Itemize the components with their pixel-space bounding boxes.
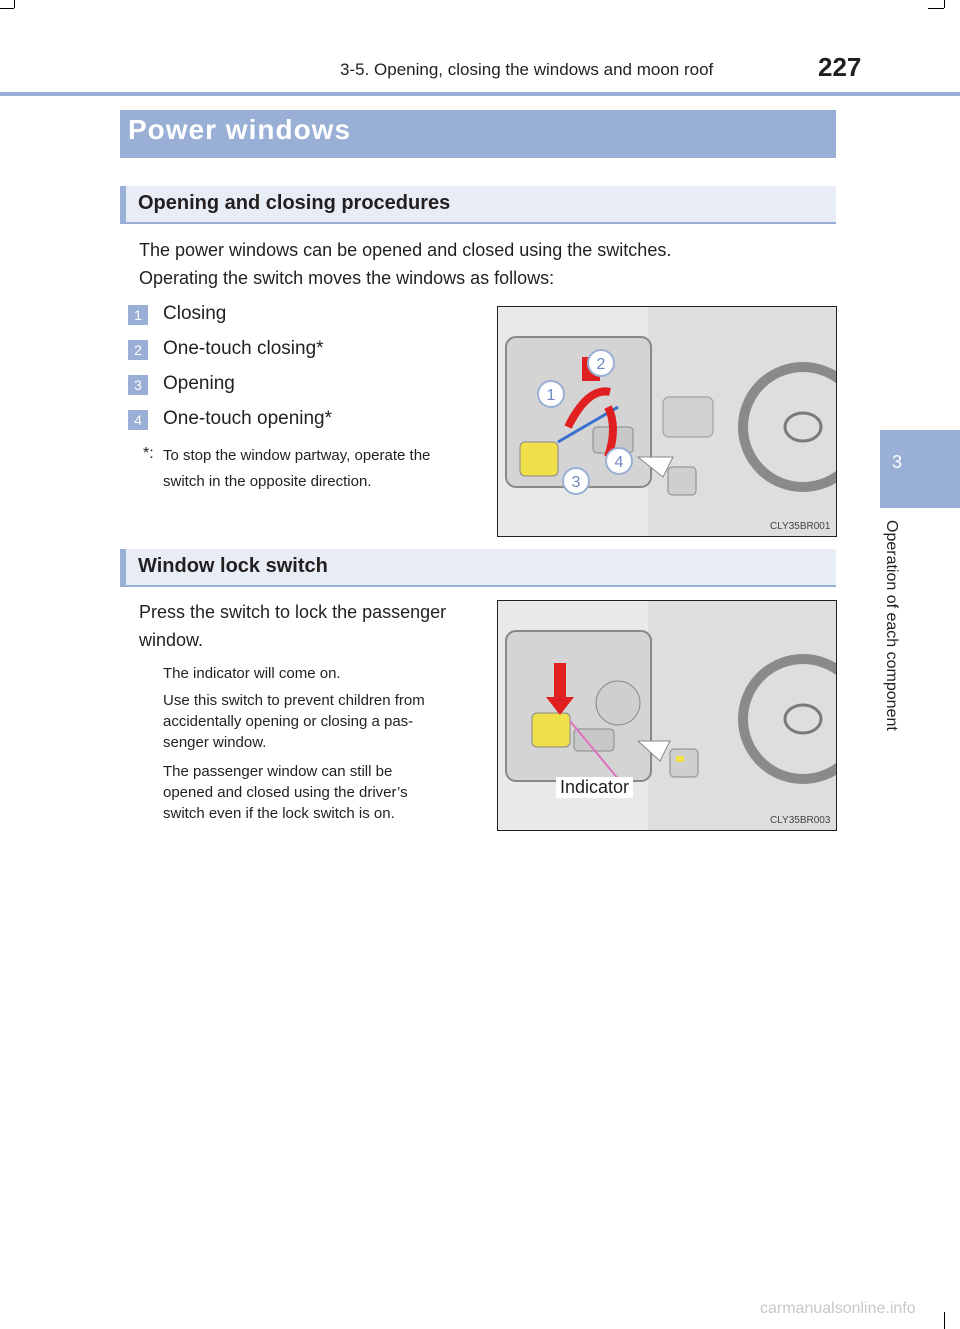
lock-instruction: window. bbox=[139, 630, 204, 650]
callout-2: 2 bbox=[596, 356, 606, 373]
lock-switch-illustration bbox=[497, 600, 837, 831]
step-label: One-touch closing* bbox=[163, 338, 324, 359]
crop-mark bbox=[0, 8, 14, 9]
step-label: One-touch opening* bbox=[163, 408, 333, 429]
car-door-drawing bbox=[498, 307, 836, 536]
crop-mark bbox=[944, 1312, 945, 1329]
lock-switch bbox=[520, 442, 558, 476]
footnote-text: switch in the opposite direction. bbox=[163, 473, 372, 490]
step-number-badge: 3 bbox=[128, 375, 148, 395]
page-title: Power windows bbox=[128, 114, 352, 145]
callout-3: 3 bbox=[571, 474, 581, 491]
intro-text: The power windows can be opened and closed using the switches. bbox=[139, 240, 672, 260]
header-rule bbox=[0, 92, 960, 96]
watermark-text: carmanualsonline.info bbox=[760, 1300, 916, 1317]
press-arrow bbox=[554, 663, 566, 697]
crop-mark bbox=[944, 0, 945, 8]
section-header-title: 3-5. Opening, closing the windows and moon roof bbox=[340, 60, 714, 79]
lock-switch bbox=[532, 713, 570, 747]
car-door-drawing bbox=[498, 601, 836, 830]
intro-text: Operating the switch moves the windows as follows: bbox=[139, 268, 555, 288]
lock-note: The indicator will come on. bbox=[163, 665, 341, 682]
callout-1: 1 bbox=[546, 387, 556, 404]
figure-code: CLY35BR003 bbox=[770, 815, 831, 826]
step-number-badge: 1 bbox=[128, 305, 148, 325]
lock-note: switch even if the lock switch is on. bbox=[163, 805, 395, 822]
lock-note: Use this switch to prevent children from bbox=[163, 692, 425, 709]
section-heading: Window lock switch bbox=[138, 555, 328, 577]
step-label: Opening bbox=[163, 373, 235, 394]
lock-note: The passenger window can still be bbox=[163, 763, 393, 780]
footnote-mark: *: bbox=[143, 445, 154, 462]
step-number-badge: 4 bbox=[128, 410, 148, 430]
callout-4: 4 bbox=[614, 454, 624, 471]
page-number: 227 bbox=[818, 52, 862, 82]
step-number-badge: 2 bbox=[128, 340, 148, 360]
window-switch-illustration bbox=[497, 306, 837, 537]
crop-mark bbox=[928, 8, 944, 9]
section-heading: Opening and closing procedures bbox=[138, 192, 451, 214]
figure-code: CLY35BR001 bbox=[770, 521, 831, 532]
lock-instruction: Press the switch to lock the passenger bbox=[139, 602, 447, 622]
chapter-number: 3 bbox=[892, 452, 903, 472]
indicator-label: Indicator bbox=[556, 777, 633, 798]
crop-mark bbox=[14, 0, 15, 8]
lock-note: accidentally opening or closing a pas- bbox=[163, 713, 414, 730]
lock-note: senger window. bbox=[163, 734, 267, 751]
step-label: Closing bbox=[163, 303, 227, 324]
footnote-text: To stop the window partway, operate the bbox=[163, 447, 431, 464]
lock-note: opened and closed using the driver’s bbox=[163, 784, 408, 801]
chapter-title: Operation of each component bbox=[883, 520, 900, 731]
